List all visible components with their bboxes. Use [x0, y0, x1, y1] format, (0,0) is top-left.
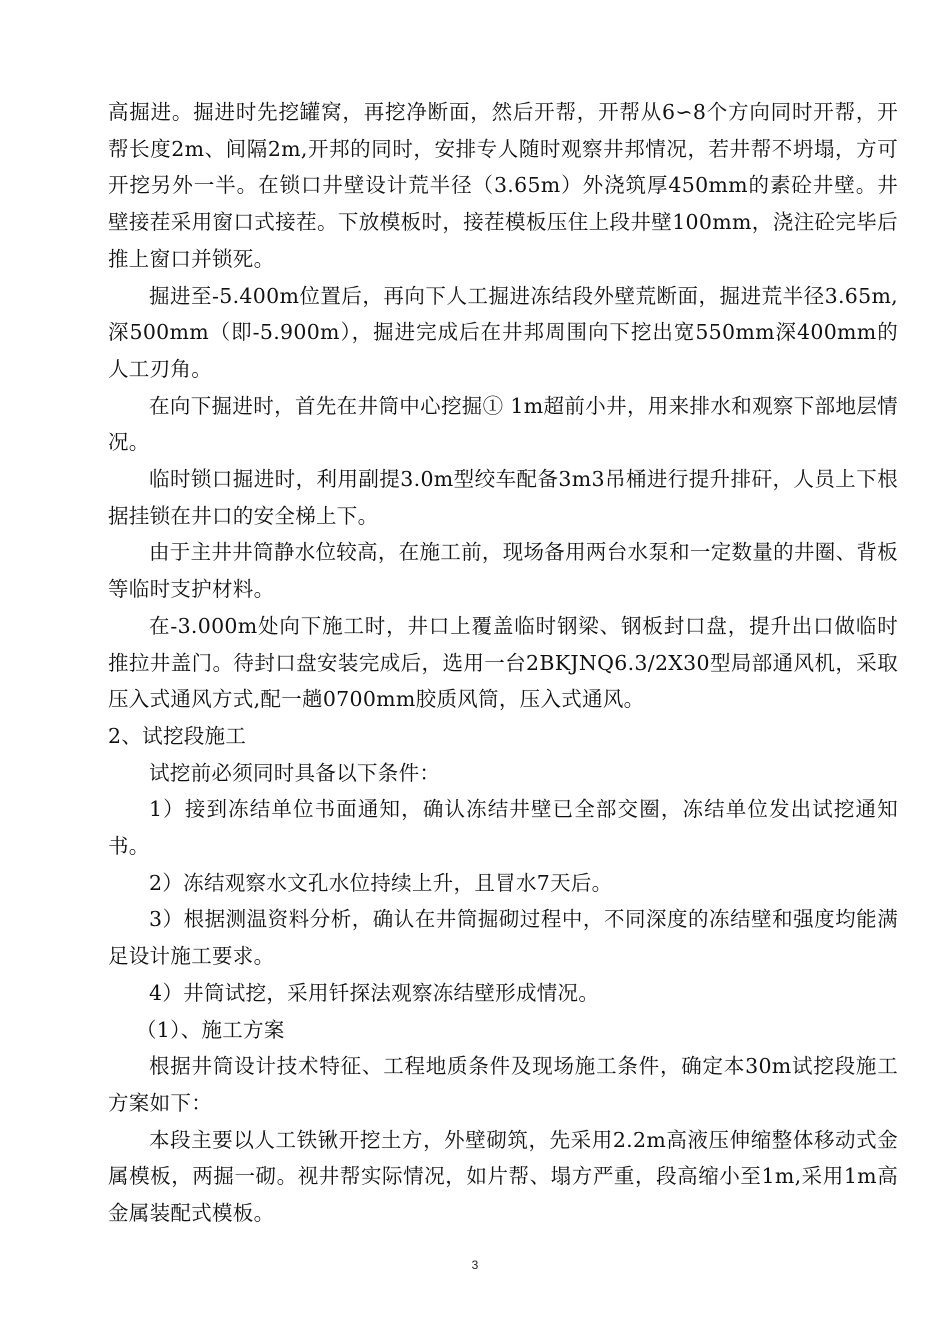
paragraph-plan-intro: 根据井筒设计技术特征、工程地质条件及现场施工条件，确定本30m试挖段施工方案如下： — [108, 1054, 898, 1115]
paragraph-conditions-intro: 试挖前必须同时具备以下条件： — [149, 760, 441, 785]
condition-item-2: 2）冻结观察水文孔水位持续上升，且冒水7天后。 — [149, 870, 613, 895]
page-number: 3 — [471, 1258, 479, 1272]
condition-item-3: 3）根据测温资料分析，确认在井筒掘砌过程中，不同深度的冻结壁和强度均能满足设计施工要求。 — [108, 907, 898, 969]
body-text — [108, 94, 898, 1232]
subheading-construction-plan: （1）、施工方案 — [136, 1017, 285, 1042]
section-heading-trial-excavation: 2、试挖段施工 — [108, 723, 247, 748]
paragraph-plan-detail: 本段主要以人工铁锹开挖土方，外壁砌筑，先采用2.2m高液压伸缩整体移动式金属模板，两掘一砌。视井帮实际情况，如片帮、塌方严重，段高缩小至1m,采用1m高金属装配式模板。 — [108, 1127, 898, 1226]
condition-item-4: 4）井筒试挖，采用钎探法观察冻结壁形成情况。 — [149, 980, 600, 1005]
paragraph-advance-shaft: 在向下掘进时，首先在井筒中心挖掘① 1m超前小井，用来排水和观察下部地层情况。 — [108, 393, 898, 455]
paragraph-ventilation: 在-3.000m处向下施工时，井口上覆盖临时钢梁、钢板封口盘，提升出口做临时推拉井盖门。待封口盘安装完成后，选用一台2BKJNQ6.3/2X30型局部通风机，采取压入式通风方式,配一趟0700mm胶质风筒，压入式通风。 — [108, 613, 898, 712]
paragraph-continued: 高掘进。掘进时先挖罐窝，再挖净断面，然后开帮，开帮从6∽8个方向同时开帮，开帮长度2m、间隔2m,开邦的同时，安排专人随时观察井邦情况，若井帮不坍塌，方可开挖另外一半。在锁口井壁设计荒半径（3.65m）外浇筑厚450mm的素砼井壁。井壁接茬采用窗口式接茬。下放模板时，接茬模板压住上段井壁100mm，浇注砼完毕后推上窗口并锁死。 — [108, 100, 898, 271]
paragraph-excavation-depth: 掘进至-5.400m位置后，再向下人工掘进冻结段外壁荒断面，掘进荒半径3.65m,深500mm（即-5.900m），掘进完成后在井邦周围向下挖出宽550mm深400mm的人工刃角。 — [108, 283, 898, 381]
condition-item-1: 1）接到冻结单位书面通知，确认冻结井壁已全部交圈，冻结单位发出试挖通知书。 — [108, 797, 898, 859]
paragraph-pumps: 由于主井井筒静水位较高，在施工前，现场备用两台水泵和一定数量的井圈、背板等临时支护材料。 — [108, 540, 898, 602]
paragraph-hoisting: 临时锁口掘进时，利用副提3.0m型绞车配备3m3吊桶进行提升排矸，人员上下根据挂锁在井口的安全梯上下。 — [108, 467, 898, 528]
